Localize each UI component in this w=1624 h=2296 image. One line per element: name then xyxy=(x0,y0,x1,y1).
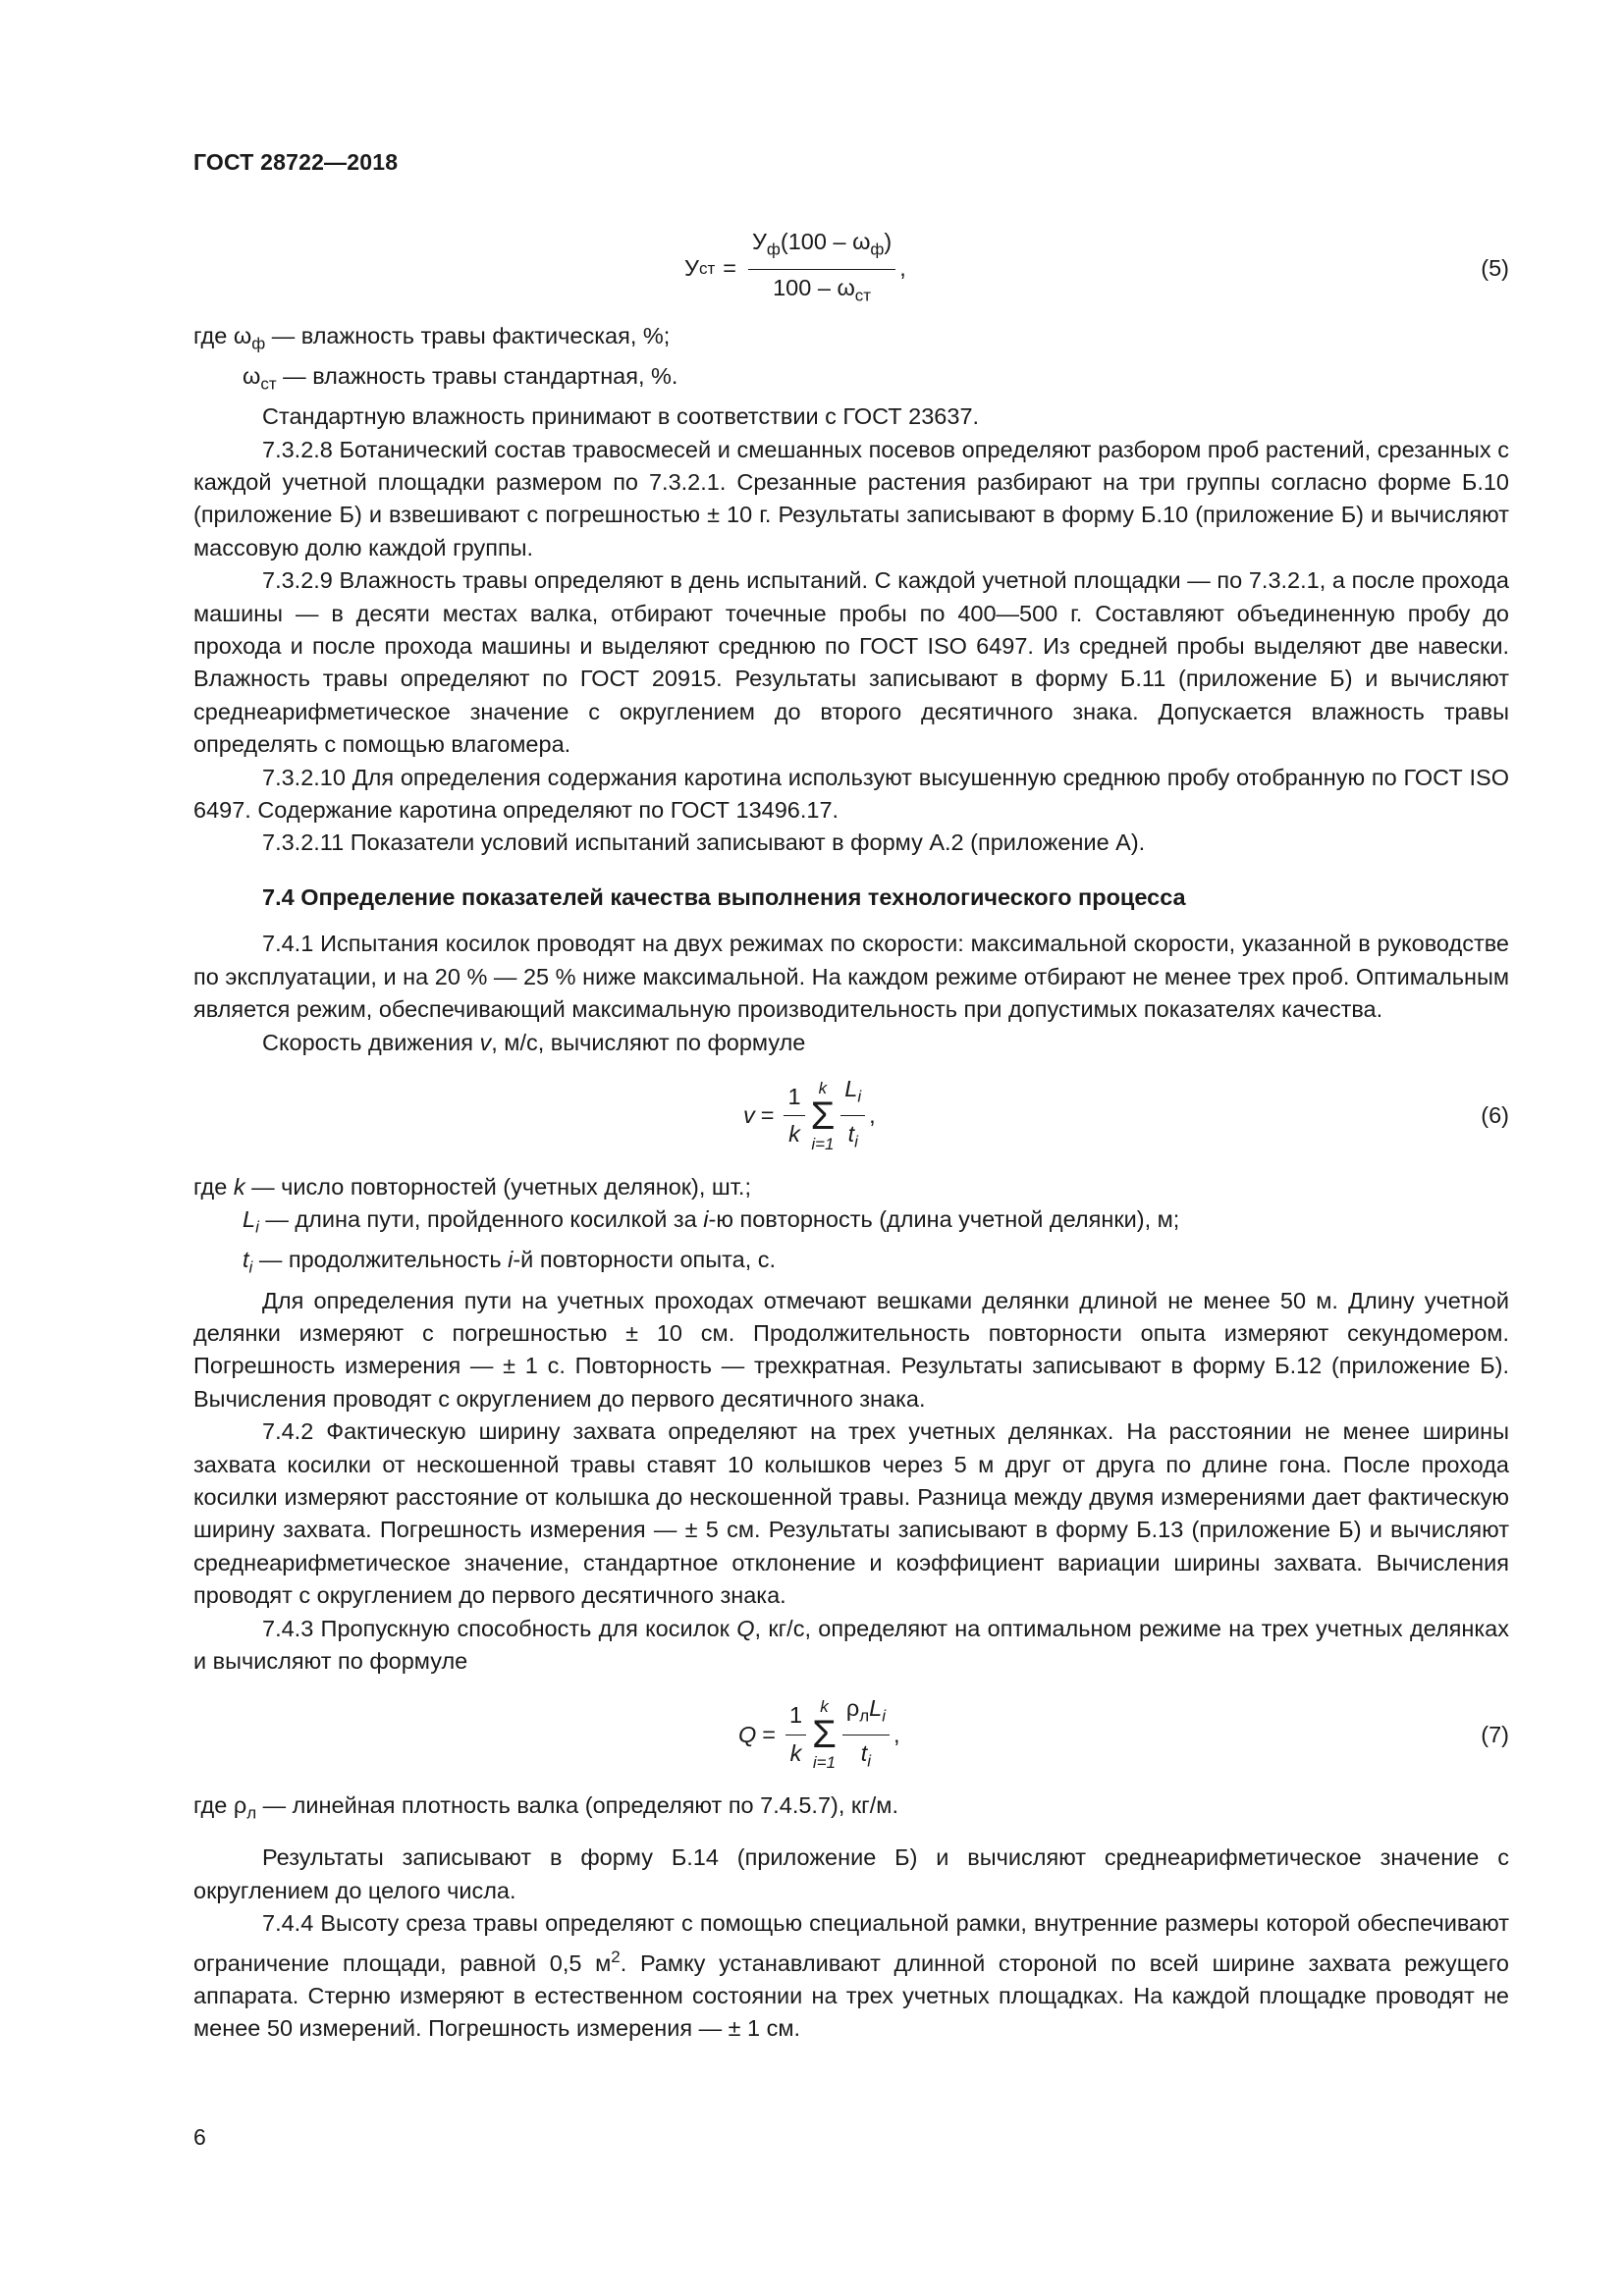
sum-sign: k Σ i=1 xyxy=(812,1697,837,1773)
legend-7-line-1: где $\rho_л$ — линейная плотность валка (определяют по 7.4.5.7), кг/м. xyxy=(193,1792,898,1824)
paragraph-7-3-2-11: 7.3.2.11 Показатели условий испытаний записывают в форму А.2 (приложение А). xyxy=(262,829,1146,856)
paragraph-7-4-1: 7.4.1 Испытания косилок проводят на двух режимах по скорости: максимальной скорости, указанной в руководстве по эксплуатации, и на 20 % — 25 % ниже максимальной. На каждом режиме отбирают не менее трех проб. Оптимальным является режим, обеспечивающий максимальную производительность при допустимых показателях качества. xyxy=(193,931,1509,1023)
legend-5-line-1: где $\omega_ф$ — влажность травы фактическая, %; xyxy=(193,323,671,353)
formula-7-expression: Q = $\frac{1}{k}$ k Σ i=1 $\frac{\rho_лL_i}{t_i}$ , xyxy=(738,1683,900,1786)
legend-6-line-2: $L_i$ — длина пути, пройденного косилкой за i-ю повторность (длина учетной делянки), м; xyxy=(243,1206,1180,1237)
formula-6 xyxy=(193,1065,1509,1167)
paragraph-7-3-2-8: 7.3.2.8 Ботанический состав травосмесей и смешанных посевов определяют разбором проб растений, срезанных с каждой учетной площадки размером по 7.3.2.1. Срезанные растения разбирают на три группы согласно форме Б.10 (приложение Б) и взвешивают с погрешностью ± 10 г. Результаты записывают в форму Б.10 (приложение Б) и вычисляют массовую долю каждой группы. xyxy=(193,436,1509,561)
paragraph-7-3-2-10: 7.3.2.10 Для определения содержания каротина используют высушенную среднюю пробу отобранную по ГОСТ ISO 6497. Содержание каротина определяют по ГОСТ 13496.17. xyxy=(193,764,1509,824)
legend-6-line-1: где k — число повторностей (учетных делянок), шт.; xyxy=(193,1173,751,1200)
formula-5-number: (5) xyxy=(1481,255,1509,282)
formula-6-number: (6) xyxy=(1481,1102,1509,1129)
page-number: 6 xyxy=(193,2124,206,2150)
paragraph-7-4-3: 7.4.3 Пропускную способность для косилок Q, кг/с, определяют на оптимальном режиме на трех учетных делянках и вычисляют по формуле xyxy=(193,1615,1509,1674)
section-heading-7-4: 7.4 Определение показателей качества выполнения технологического процесса xyxy=(262,883,1186,910)
formula-5 xyxy=(193,222,1509,316)
sum-sign: k Σ i=1 xyxy=(810,1078,836,1153)
paragraph-7-4-4: 7.4.4 Высоту среза травы определяют с помощью специальной рамки, внутренние размеры которой обеспечивают ограничение площади, равной 0,5 $м^2$. Рамку устанавливают длинной стороной по всей ширине захвата режущего аппарата. Стерню измеряют в естественном состоянии на трех учетных площадках. На каждой площадке проводят не менее 50 измерений. Погрешность измерения — ± 1 см. xyxy=(193,1910,1509,2042)
speed-intro: Скорость движения v, м/с, вычисляют по формуле xyxy=(262,1029,806,1055)
standard-header: ГОСТ 28722—2018 xyxy=(193,149,399,175)
paragraph-path-measurement: Для определения пути на учетных проходах отмечают вешками делянки длиной не менее 50 м. Длину учетной делянки измеряют с погрешностью ± 10 см. Продолжительность повторности опыта измеряют секундомером. Погрешность измерения — ± 1 с. Повторность — трехкратная. Результаты записывают в форму Б.12 (приложение Б). Вычисления проводят с округлением до первого десятичного знака. xyxy=(193,1287,1509,1412)
legend-6-line-3: $t_i$ — продолжительность i-й повторности опыта, с. xyxy=(243,1247,777,1278)
formula-5-expression: У ст = $\frac{У_ф(100 - \omega_ф)}{100 - \omega_{ст}}$ , xyxy=(684,222,906,316)
paragraph-7-3-2-9: 7.3.2.9 Влажность травы определяют в день испытаний. С каждой учетной площадки — по 7.3.2.1, а после прохода машины — в десяти местах валка, отбирают точечные пробы по 400—500 г. Составляют объединенную пробу до прохода и после прохода машины и выделяют среднюю по ГОСТ ISO 6497. Из средней пробы выделяют две навески. Влажность травы определяют по ГОСТ 20915. Результаты записывают в форму Б.11 (приложение Б) и вычисляют среднеарифметическое значение с округлением до второго десятичного знака. Допускается влажность травы определять с помощью влагомера. xyxy=(193,567,1509,758)
paragraph-results-b14: Результаты записывают в форму Б.14 (приложение Б) и вычисляют среднеарифметическое значение с округлением до целого числа. xyxy=(193,1844,1509,1903)
legend-5-line-2: $\omega_{ст}$ — влажность травы стандартная, %. xyxy=(243,363,678,394)
paragraph-7-4-2: 7.4.2 Фактическую ширину захвата определяют на трех учетных делянках. На расстоянии не менее ширины захвата косилки от нескошенной травы ставят 10 колышков через 5 м друг от друга по длине гона. После прохода косилки измеряют расстояние от колышка до нескошенной травы. Разница между двумя измерениями дает фактическую ширину захвата. Погрешность измерения — ± 5 см. Результаты записывают в форму Б.13 (приложение Б) и вычисляют среднеарифметическое значение, стандартное отклонение и коэффициент вариации ширины захвата. Вычисления проводят с округлением до первого десятичного знака. xyxy=(193,1418,1509,1609)
formula-7-number: (7) xyxy=(1481,1721,1509,1747)
paragraph: Стандартную влажность принимают в соответствии с ГОСТ 23637. xyxy=(262,403,980,430)
formula-5-fraction: $\frac{У_ф(100 - \omega_ф)}{100 - \omega_{ст}}$ xyxy=(748,226,895,311)
page-content xyxy=(193,206,1509,2046)
formula-6-expression: v = $\frac{1}{k}$ k Σ i=1 $\frac{L_i}{t_i}$ , xyxy=(743,1065,876,1167)
formula-7 xyxy=(193,1683,1509,1786)
